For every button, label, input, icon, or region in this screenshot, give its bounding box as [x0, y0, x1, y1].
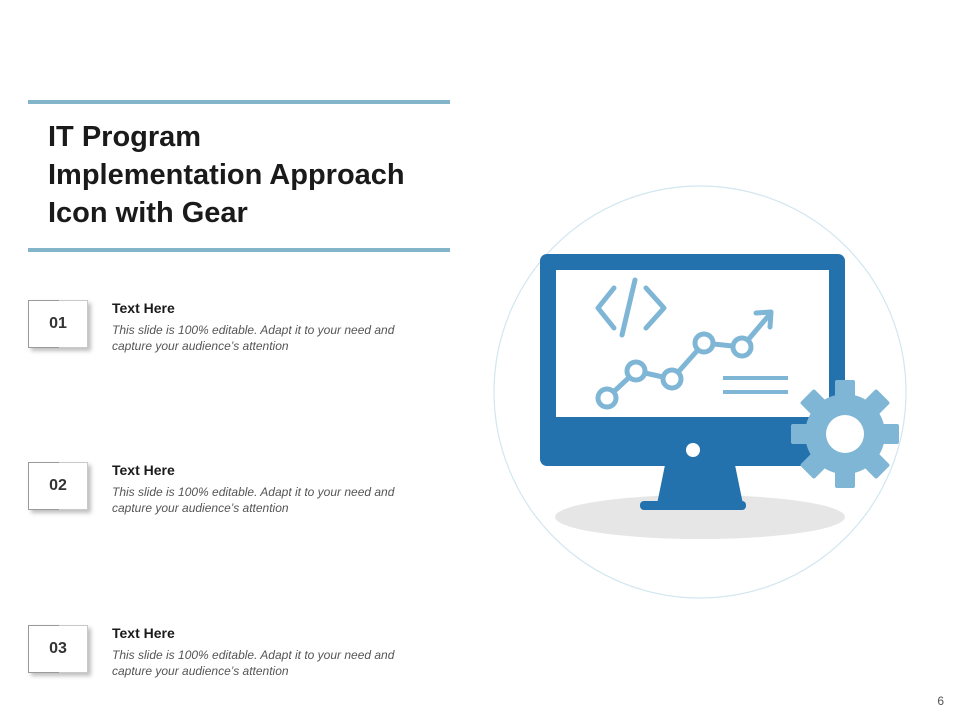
item-description: [112, 322, 442, 354]
item-description: [112, 647, 442, 679]
item-number-box: 01: [28, 300, 88, 348]
monitor-icon: [540, 254, 845, 510]
item-description: [112, 484, 442, 516]
page-number: 6: [937, 694, 944, 708]
item-description-line: This slide is 100% editable. Adapt it to your need and: [112, 323, 395, 337]
title-line-3: Icon with Gear: [48, 197, 248, 229]
bottom-divider: [28, 248, 450, 252]
top-divider: [28, 100, 450, 104]
page-title: [48, 118, 468, 232]
item-number-box: 02: [28, 462, 88, 510]
it-illustration: [490, 182, 910, 602]
item-description-line: This slide is 100% editable. Adapt it to your need and: [112, 648, 395, 662]
list-item: [28, 462, 448, 522]
item-title: Text Here: [112, 625, 175, 641]
list-item: [28, 625, 448, 685]
gear-icon: [791, 380, 899, 488]
item-description-line: This slide is 100% editable. Adapt it to your need and: [112, 485, 395, 499]
list-item: [28, 300, 448, 360]
item-number-box: 03: [28, 625, 88, 673]
item-title: Text Here: [112, 300, 175, 316]
title-line-1: IT Program: [48, 121, 202, 153]
title-line-2: Implementation Approach: [48, 159, 405, 191]
item-title: Text Here: [112, 462, 175, 478]
item-description-line: capture your audience’s attention: [112, 501, 289, 515]
item-description-line: capture your audience’s attention: [112, 664, 289, 678]
item-description-line: capture your audience’s attention: [112, 339, 289, 353]
